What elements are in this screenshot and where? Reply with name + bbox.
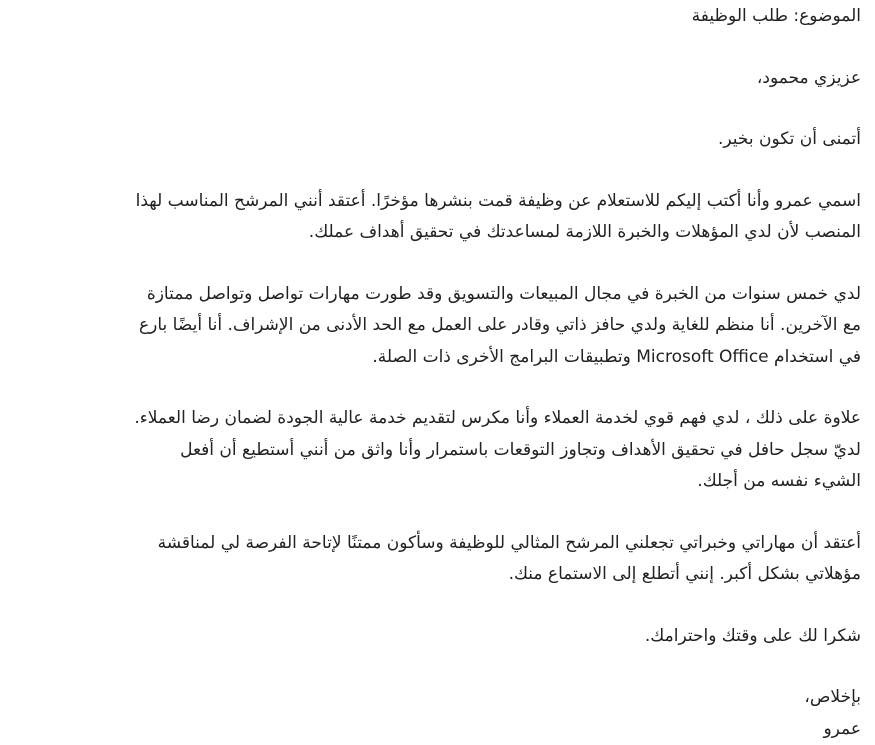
paragraph-line: اسمي عمرو وأنا أكتب إليكم للاستعلام عن وظيفة قمت بنشرها مؤخرًا. أعتقد أنني المرشح المناسب لهذا bbox=[0, 186, 861, 218]
paragraph-customer-service bbox=[0, 403, 861, 498]
paragraph-line: المنصب لأن لدي المؤهلات والخبرة اللازمة لمساعدتك في تحقيق أهداف عملك. bbox=[0, 217, 861, 249]
letter-signature: عمرو bbox=[0, 714, 861, 745]
letter-thanks: شكرا لك على وقتك واحترامك. bbox=[0, 621, 861, 653]
paragraph-gap bbox=[0, 652, 861, 682]
paragraph-line: علاوة على ذلك ، لدي فهم قوي لخدمة العملاء وأنا مكرس لتقديم خدمة عالية الجودة لضمان رضا العملاء. bbox=[0, 403, 861, 435]
paragraph-line: مع الآخرين. أنا منظم للغاية ولدي حافز ذاتي وقادر على العمل مع الحد الأدنى من الإشراف. أنا أيضًا بارع bbox=[0, 310, 861, 342]
paragraph-line: أعتقد أن مهاراتي وخبراتي تجعلني المرشح المثالي للوظيفة وسأكون ممتنًا لإتاحة الفرصة لي لمناقشة bbox=[0, 528, 861, 560]
paragraph-line: لديّ سجل حافل في تحقيق الأهداف وتجاوز التوقعات باستمرار وأنا واثق من أنني أستطيع أن أفعل bbox=[0, 435, 861, 467]
paragraph-gap bbox=[0, 591, 861, 621]
paragraph-conclusion bbox=[0, 528, 861, 591]
paragraph-gap bbox=[0, 94, 861, 124]
paragraph-introduction bbox=[0, 186, 861, 249]
letter-subject: الموضوع: طلب الوظيفة bbox=[0, 1, 861, 33]
paragraph-gap bbox=[0, 156, 861, 186]
paragraph-gap bbox=[0, 249, 861, 279]
paragraph-line: في استخدام Microsoft Office وتطبيقات البرامج الأخرى ذات الصلة. bbox=[0, 342, 861, 374]
letter-greeting: عزيزي محمود، bbox=[0, 63, 861, 95]
paragraph-gap bbox=[0, 498, 861, 528]
paragraph-gap bbox=[0, 373, 861, 403]
paragraph-line: مؤهلاتي بشكل أكبر. إنني أتطلع إلى الاستماع منك. bbox=[0, 559, 861, 591]
letter-wish: أتمنى أن تكون بخير. bbox=[0, 124, 861, 156]
paragraph-experience bbox=[0, 279, 861, 374]
letter-closing: بإخلاص، bbox=[0, 682, 861, 714]
paragraph-gap bbox=[0, 33, 861, 63]
paragraph-line: لدي خمس سنوات من الخبرة في مجال المبيعات والتسويق وقد طورت مهارات تواصل وتواصل ممتازة bbox=[0, 279, 861, 311]
paragraph-line: الشيء نفسه من أجلك. bbox=[0, 466, 861, 498]
